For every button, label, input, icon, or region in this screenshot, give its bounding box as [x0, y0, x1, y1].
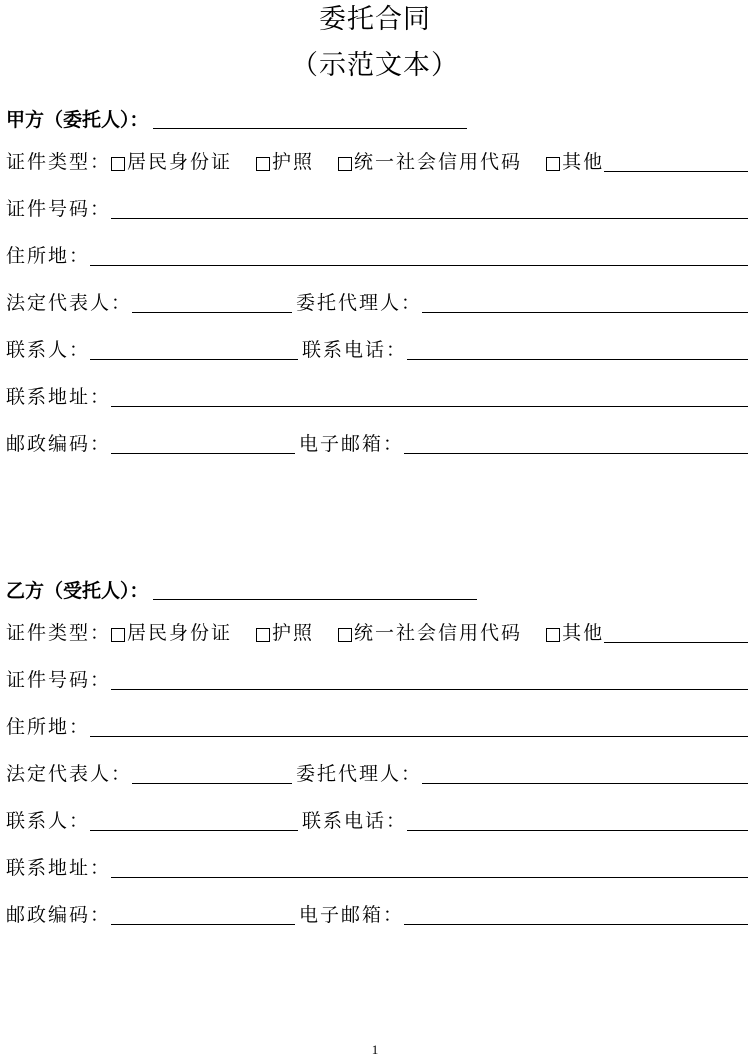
- party-b-email-field[interactable]: [404, 902, 748, 925]
- party-b-option-id-card[interactable]: 居民身份证: [111, 618, 232, 645]
- email-label: 电子邮箱：: [299, 433, 405, 455]
- party-b-contact-row: [6, 805, 748, 833]
- party-a-contact-address-row: [6, 381, 748, 409]
- id-type-label: 证件类型：: [6, 622, 112, 644]
- id-number-label: 证件号码：: [6, 198, 112, 220]
- legal-rep-label: 法定代表人：: [6, 292, 133, 314]
- phone-label: 联系电话：: [302, 339, 408, 361]
- party-a-legal-rep-field[interactable]: [132, 290, 292, 313]
- checkbox-icon[interactable]: [338, 157, 352, 171]
- party-b-option-other[interactable]: 其他: [546, 618, 604, 645]
- party-b-postcode-row: [6, 899, 748, 927]
- party-b-option-credit-code[interactable]: 统一社会信用代码: [338, 618, 522, 645]
- checkbox-icon[interactable]: [111, 628, 125, 642]
- legal-rep-label: 法定代表人：: [6, 763, 133, 785]
- checkbox-icon[interactable]: [546, 157, 560, 171]
- agent-label: 委托代理人：: [296, 292, 423, 314]
- party-b-id-number-field[interactable]: [111, 667, 748, 690]
- party-a-postcode-row: [6, 428, 748, 456]
- party-a-other-field[interactable]: [604, 149, 748, 172]
- document-title: 委托合同: [319, 4, 431, 35]
- checkbox-icon[interactable]: [111, 157, 125, 171]
- id-number-label: 证件号码：: [6, 669, 112, 691]
- party-a-address-row: [6, 240, 748, 268]
- party-a-contact-address-field[interactable]: [111, 384, 748, 407]
- party-a-heading: 甲方（委托人）：: [6, 109, 149, 131]
- party-a-option-credit-code[interactable]: 统一社会信用代码: [338, 147, 522, 174]
- party-b-rep-row: [6, 758, 748, 786]
- email-label: 电子邮箱：: [299, 904, 405, 926]
- postcode-label: 邮政编码：: [6, 433, 112, 455]
- checkbox-icon[interactable]: [256, 628, 270, 642]
- contact-label: 联系人：: [6, 339, 91, 361]
- party-a-id-number-field[interactable]: [111, 196, 748, 219]
- party-b-other-field[interactable]: [604, 620, 748, 643]
- party-a-email-field[interactable]: [404, 431, 748, 454]
- party-a-option-id-card[interactable]: 居民身份证: [111, 147, 232, 174]
- party-b-option-passport[interactable]: 护照: [256, 618, 314, 645]
- contact-address-label: 联系地址：: [6, 857, 112, 879]
- address-label: 住所地：: [6, 245, 91, 267]
- party-b-address-row: [6, 711, 748, 739]
- party-b-heading: 乙方（受托人）：: [6, 580, 149, 602]
- party-b-contact-address-field[interactable]: [111, 855, 748, 878]
- agent-label: 委托代理人：: [296, 763, 423, 785]
- postcode-label: 邮政编码：: [6, 904, 112, 926]
- party-b-id-number-row: [6, 664, 748, 692]
- party-a-heading-row: [6, 102, 467, 132]
- party-a-contact-row: [6, 334, 748, 362]
- party-b-heading-row: [6, 573, 477, 603]
- party-b-contact-field[interactable]: [90, 808, 298, 831]
- address-label: 住所地：: [6, 716, 91, 738]
- party-a-agent-field[interactable]: [422, 290, 748, 313]
- party-b-id-type-row: [6, 617, 748, 645]
- party-a-address-field[interactable]: [90, 243, 748, 266]
- party-b-phone-field[interactable]: [407, 808, 748, 831]
- party-b-postcode-field[interactable]: [111, 902, 295, 925]
- document-subtitle: （示范文本）: [291, 50, 459, 81]
- party-a-option-other[interactable]: 其他: [546, 147, 604, 174]
- party-b-legal-rep-field[interactable]: [132, 761, 292, 784]
- party-a-rep-row: [6, 287, 748, 315]
- party-a-postcode-field[interactable]: [111, 431, 295, 454]
- party-a-phone-field[interactable]: [407, 337, 748, 360]
- party-a-contact-field[interactable]: [90, 337, 298, 360]
- contact-address-label: 联系地址：: [6, 386, 112, 408]
- party-a-option-passport[interactable]: 护照: [256, 147, 314, 174]
- party-a-name-field[interactable]: [153, 106, 467, 129]
- contact-label: 联系人：: [6, 810, 91, 832]
- party-a-id-number-row: [6, 193, 748, 221]
- party-b-contact-address-row: [6, 852, 748, 880]
- checkbox-icon[interactable]: [256, 157, 270, 171]
- party-b-agent-field[interactable]: [422, 761, 748, 784]
- id-type-label: 证件类型：: [6, 151, 112, 173]
- page-number: 1: [371, 1042, 379, 1057]
- party-b-name-field[interactable]: [153, 577, 477, 600]
- checkbox-icon[interactable]: [546, 628, 560, 642]
- party-b-address-field[interactable]: [90, 714, 748, 737]
- phone-label: 联系电话：: [302, 810, 408, 832]
- party-a-id-type-row: [6, 146, 748, 174]
- checkbox-icon[interactable]: [338, 628, 352, 642]
